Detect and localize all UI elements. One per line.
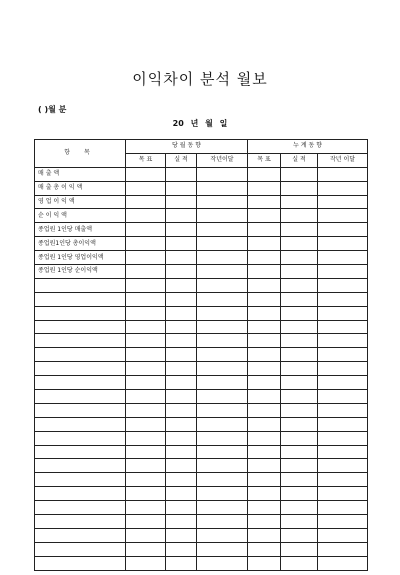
table-cell	[126, 417, 166, 431]
table-cell	[197, 181, 248, 195]
table-header-row	[35, 140, 368, 154]
table-cell	[197, 528, 248, 542]
table-cell	[197, 473, 248, 487]
table-cell	[281, 528, 318, 542]
table-cell	[248, 445, 281, 459]
table-cell	[248, 431, 281, 445]
table-cell	[166, 473, 197, 487]
table-cell	[248, 390, 281, 404]
subheader-cumulative-target: 목 표	[248, 153, 281, 167]
table-cell	[248, 209, 281, 223]
table-cell	[318, 195, 368, 209]
table-cell	[197, 278, 248, 292]
table-cell	[281, 237, 318, 251]
row-item-label	[35, 542, 126, 556]
table-cell	[248, 417, 281, 431]
table-cell	[318, 320, 368, 334]
table-cell	[281, 223, 318, 237]
table-cell	[197, 237, 248, 251]
table-cell	[281, 306, 318, 320]
row-item-label	[35, 431, 126, 445]
table-cell	[197, 251, 248, 265]
table-cell	[166, 181, 197, 195]
table-cell	[318, 334, 368, 348]
table-cell	[197, 487, 248, 501]
row-item-label	[35, 362, 126, 376]
table-cell	[197, 403, 248, 417]
table-row	[35, 473, 368, 487]
table-cell	[318, 362, 368, 376]
row-item-label: 종업원 1인당 순이익액	[35, 265, 126, 279]
document-title: 이익차이 분석 월보	[132, 70, 268, 88]
table-cell	[281, 265, 318, 279]
table-cell	[197, 223, 248, 237]
subheader-target: 목 표	[126, 153, 166, 167]
table-cell	[126, 306, 166, 320]
table-cell	[166, 278, 197, 292]
table-cell	[197, 542, 248, 556]
table-cell	[281, 348, 318, 362]
table-cell	[318, 515, 368, 529]
table-row	[35, 278, 368, 292]
table-cell	[281, 292, 318, 306]
table-cell	[166, 403, 197, 417]
table-cell	[166, 445, 197, 459]
table-row	[35, 320, 368, 334]
table-cell	[318, 251, 368, 265]
table-cell	[126, 278, 166, 292]
table-cell	[126, 501, 166, 515]
table-row	[35, 501, 368, 515]
table-cell	[166, 390, 197, 404]
table-cell	[126, 167, 166, 181]
row-item-label	[35, 334, 126, 348]
row-item-label: 영 업 이 익 액	[35, 195, 126, 209]
table-cell	[126, 348, 166, 362]
date-line: 20 년 월 일	[172, 119, 228, 128]
table-row	[35, 515, 368, 529]
table-cell	[197, 390, 248, 404]
table-cell	[126, 515, 166, 529]
table-cell	[318, 445, 368, 459]
table-cell	[126, 362, 166, 376]
table-cell	[248, 278, 281, 292]
table-cell	[166, 251, 197, 265]
table-cell	[166, 556, 197, 570]
table-cell	[197, 431, 248, 445]
table-cell	[318, 473, 368, 487]
table-cell	[248, 306, 281, 320]
row-item-label	[35, 445, 126, 459]
table-cell	[318, 265, 368, 279]
current-month-trend-header: 당 월 동 향	[126, 140, 248, 154]
table-cell	[281, 376, 318, 390]
table-cell	[281, 278, 318, 292]
table-cell	[197, 320, 248, 334]
table-cell	[248, 334, 281, 348]
row-item-label	[35, 348, 126, 362]
table-cell	[126, 390, 166, 404]
table-cell	[197, 334, 248, 348]
table-cell	[126, 556, 166, 570]
table-cell	[318, 181, 368, 195]
table-row	[35, 528, 368, 542]
table-cell	[281, 251, 318, 265]
table-row	[35, 487, 368, 501]
table-cell	[318, 223, 368, 237]
table-cell	[126, 195, 166, 209]
table-cell	[197, 501, 248, 515]
table-cell	[166, 515, 197, 529]
table-row	[35, 459, 368, 473]
table-cell	[281, 542, 318, 556]
table-cell	[126, 528, 166, 542]
row-item-label	[35, 403, 126, 417]
table-cell	[166, 167, 197, 181]
row-item-label	[35, 473, 126, 487]
table-row	[35, 556, 368, 570]
table-cell	[126, 320, 166, 334]
table-cell	[281, 320, 318, 334]
table-cell	[248, 403, 281, 417]
row-item-label	[35, 515, 126, 529]
table-cell	[197, 306, 248, 320]
table-cell	[166, 417, 197, 431]
table-cell	[318, 390, 368, 404]
table-cell	[126, 459, 166, 473]
table-row	[35, 265, 368, 279]
table-cell	[166, 528, 197, 542]
row-item-label	[35, 459, 126, 473]
table-row	[35, 403, 368, 417]
table-cell	[318, 209, 368, 223]
table-row	[35, 223, 368, 237]
table-cell	[281, 473, 318, 487]
table-cell	[166, 362, 197, 376]
table-cell	[318, 501, 368, 515]
table-cell	[281, 209, 318, 223]
table-cell	[248, 515, 281, 529]
table-cell	[248, 459, 281, 473]
table-cell	[166, 320, 197, 334]
cumulative-trend-header: 누 계 동 향	[248, 140, 368, 154]
table-cell	[248, 251, 281, 265]
table-cell	[318, 278, 368, 292]
row-item-label	[35, 556, 126, 570]
table-cell	[281, 487, 318, 501]
table-cell	[166, 431, 197, 445]
table-cell	[197, 376, 248, 390]
subheader-cumulative-actual: 실 적	[281, 153, 318, 167]
row-item-label: 매 출 총 이 익 액	[35, 181, 126, 195]
table-cell	[248, 237, 281, 251]
table-cell	[318, 292, 368, 306]
table-row	[35, 334, 368, 348]
row-item-label	[35, 501, 126, 515]
table-cell	[281, 195, 318, 209]
table-cell	[248, 501, 281, 515]
table-cell	[281, 390, 318, 404]
table-row	[35, 362, 368, 376]
table-cell	[318, 459, 368, 473]
table-row	[35, 292, 368, 306]
table-cell	[197, 292, 248, 306]
row-item-label	[35, 306, 126, 320]
row-item-label	[35, 292, 126, 306]
row-item-label	[35, 390, 126, 404]
table-row	[35, 445, 368, 459]
row-item-label	[35, 320, 126, 334]
table-cell	[318, 306, 368, 320]
table-cell	[281, 181, 318, 195]
table-cell	[248, 362, 281, 376]
subheader-last-year: 작년이달	[197, 153, 248, 167]
month-label: ( )월 분	[38, 105, 67, 114]
table-cell	[248, 265, 281, 279]
table-cell	[166, 306, 197, 320]
table-cell	[318, 542, 368, 556]
table-cell	[166, 542, 197, 556]
table-cell	[248, 528, 281, 542]
table-cell	[166, 265, 197, 279]
table-cell	[318, 376, 368, 390]
table-cell	[281, 515, 318, 529]
table-cell	[318, 403, 368, 417]
table-cell	[166, 223, 197, 237]
table-cell	[166, 334, 197, 348]
table-cell	[318, 167, 368, 181]
table-cell	[248, 292, 281, 306]
table-cell	[166, 195, 197, 209]
row-item-label	[35, 417, 126, 431]
table-cell	[126, 431, 166, 445]
table-cell	[197, 348, 248, 362]
table-cell	[197, 209, 248, 223]
table-cell	[197, 459, 248, 473]
table-cell	[197, 515, 248, 529]
table-cell	[126, 237, 166, 251]
table-cell	[126, 334, 166, 348]
row-item-label	[35, 528, 126, 542]
table-cell	[248, 348, 281, 362]
table-cell	[166, 348, 197, 362]
table-row	[35, 417, 368, 431]
table-cell	[197, 417, 248, 431]
profit-variance-table	[34, 139, 368, 571]
table-cell	[248, 167, 281, 181]
table-cell	[281, 417, 318, 431]
table-cell	[281, 431, 318, 445]
table-cell	[166, 501, 197, 515]
table-cell	[318, 487, 368, 501]
table-cell	[126, 181, 166, 195]
table-cell	[318, 417, 368, 431]
table-body	[35, 167, 368, 570]
table-cell	[197, 445, 248, 459]
table-cell	[318, 556, 368, 570]
table-cell	[126, 376, 166, 390]
item-column-header: 항 목	[35, 140, 126, 168]
table-cell	[126, 473, 166, 487]
table-cell	[248, 487, 281, 501]
table-cell	[166, 209, 197, 223]
table-cell	[248, 542, 281, 556]
row-item-label: 매 출 액	[35, 167, 126, 181]
table-cell	[248, 320, 281, 334]
table-cell	[126, 251, 166, 265]
row-item-label: 순 이 익 액	[35, 209, 126, 223]
table-cell	[318, 237, 368, 251]
table-cell	[281, 459, 318, 473]
table-cell	[281, 556, 318, 570]
table-cell	[166, 459, 197, 473]
table-cell	[126, 542, 166, 556]
table-row	[35, 181, 368, 195]
table-cell	[248, 195, 281, 209]
table-row	[35, 237, 368, 251]
table-row	[35, 251, 368, 265]
table-cell	[318, 348, 368, 362]
table-cell	[281, 501, 318, 515]
row-item-label	[35, 376, 126, 390]
table-cell	[126, 403, 166, 417]
subheader-cumulative-last-year: 작년 이달	[318, 153, 368, 167]
table-cell	[248, 473, 281, 487]
table-row	[35, 390, 368, 404]
table-cell	[248, 223, 281, 237]
table-cell	[281, 445, 318, 459]
table-cell	[318, 431, 368, 445]
table-cell	[126, 265, 166, 279]
table-cell	[248, 376, 281, 390]
subheader-actual: 실 적	[166, 153, 197, 167]
table-cell	[197, 167, 248, 181]
table-cell	[166, 487, 197, 501]
table-cell	[126, 292, 166, 306]
table-cell	[197, 362, 248, 376]
row-item-label	[35, 278, 126, 292]
table-cell	[318, 528, 368, 542]
table-cell	[281, 334, 318, 348]
table-row	[35, 167, 368, 181]
row-item-label: 종업원1인당 총이익액	[35, 237, 126, 251]
table-row	[35, 306, 368, 320]
row-item-label: 종업원 1인당 매출액	[35, 223, 126, 237]
table-cell	[248, 556, 281, 570]
table-row	[35, 348, 368, 362]
table-cell	[197, 195, 248, 209]
table-cell	[126, 223, 166, 237]
table-cell	[281, 167, 318, 181]
table-cell	[166, 237, 197, 251]
table-cell	[126, 445, 166, 459]
table-cell	[197, 556, 248, 570]
table-cell	[126, 487, 166, 501]
row-item-label	[35, 487, 126, 501]
table-row	[35, 195, 368, 209]
table-cell	[166, 376, 197, 390]
table-row	[35, 209, 368, 223]
table-cell	[281, 403, 318, 417]
table-row	[35, 376, 368, 390]
table-cell	[197, 265, 248, 279]
table-cell	[166, 292, 197, 306]
table-row	[35, 431, 368, 445]
table-cell	[126, 209, 166, 223]
row-item-label: 종업원 1인당 영업이익액	[35, 251, 126, 265]
table-cell	[281, 362, 318, 376]
table-row	[35, 542, 368, 556]
table-cell	[248, 181, 281, 195]
